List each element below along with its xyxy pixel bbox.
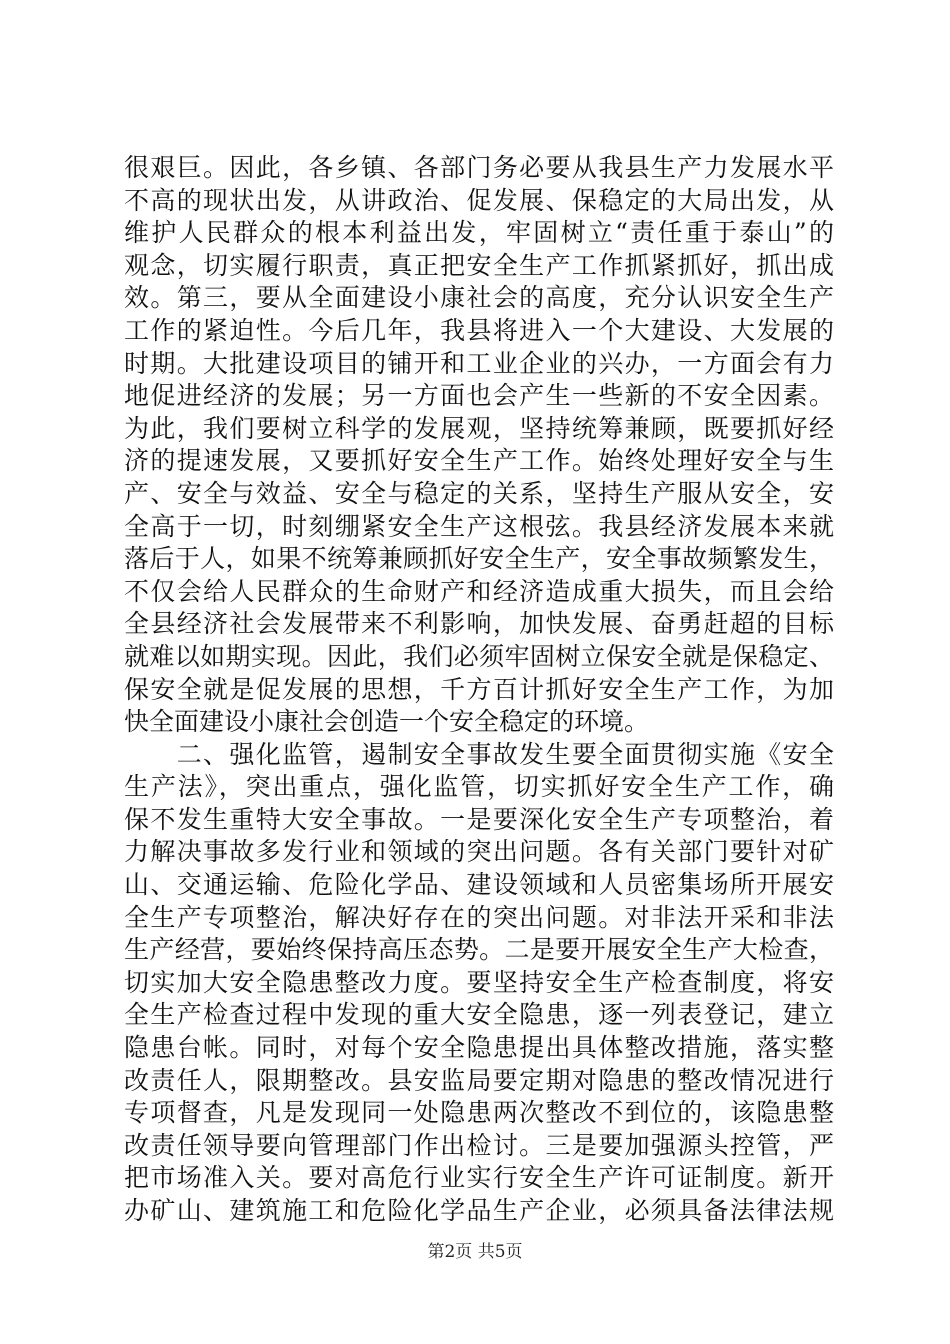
text-line: 生产经营，要始终保持高压态势。二是要开展安全生产大检查， [124, 935, 834, 965]
section-heading-line: 二、强化监管，遏制安全事故发生要全面贯彻实施《安全 [124, 739, 834, 769]
paragraph-end-line: 快全面建设小康社会创造一个安全稳定的环境。 [124, 707, 650, 737]
text-line: 地促进经济的发展；另一方面也会产生一些新的不安全因素。 [124, 381, 834, 411]
text-line: 落后于人，如果不统筹兼顾抓好安全生产，安全事故频繁发生， [124, 544, 834, 574]
text-line: 不仅会给人民群众的生命财产和经济造成重大损失，而且会给 [124, 576, 834, 606]
text-line: 效。第三，要从全面建设小康社会的高度，充分认识安全生产 [124, 283, 834, 313]
text-line: 产、安全与效益、安全与稳定的关系，坚持生产服从安全，安 [124, 478, 834, 508]
text-line: 力解决事故多发行业和领域的突出问题。各有关部门要针对矿 [124, 837, 834, 867]
text-line: 济的提速发展，又要抓好安全生产工作。始终处理好安全与生 [124, 446, 834, 476]
text-line: 全高于一切，时刻绷紧安全生产这根弦。我县经济发展本来就 [124, 511, 834, 541]
text-line: 维护人民群众的根本利益出发，牢固树立“责任重于泰山”的 [124, 218, 834, 248]
text-line: 时期。大批建设项目的铺开和工业企业的兴办，一方面会有力 [124, 348, 834, 378]
text-line: 全生产检查过程中发现的重大安全隐患，逐一列表登记，建立 [124, 1000, 834, 1030]
text-line: 改责任人，限期整改。县安监局要定期对隐患的整改情况进行 [124, 1065, 834, 1095]
text-line: 全生产专项整治，解决好存在的突出问题。对非法开采和非法 [124, 902, 834, 932]
text-line: 改责任领导要向管理部门作出检讨。三是要加强源头控管，严 [124, 1130, 834, 1160]
text-line: 很艰巨。因此，各乡镇、各部门务必要从我县生产力发展水平 [124, 153, 834, 182]
text-line: 生产法》，突出重点，强化监管，切实抓好安全生产工作，确 [124, 772, 834, 802]
text-line: 保不发生重特大安全事故。一是要深化安全生产专项整治，着 [124, 804, 834, 834]
text-line: 把市场准入关。要对高危行业实行安全生产许可证制度。新开 [124, 1163, 834, 1193]
text-line: 为此，我们要树立科学的发展观，坚持统筹兼顾，既要抓好经 [124, 413, 834, 443]
text-line: 工作的紧迫性。今后几年，我县将进入一个大建设、大发展的 [124, 315, 834, 345]
text-line: 保安全就是促发展的思想，千方百计抓好安全生产工作，为加 [124, 674, 834, 704]
text-line: 专项督查，凡是发现同一处隐患两次整改不到位的，该隐患整 [124, 1098, 834, 1128]
text-line: 办矿山、建筑施工和危险化学品生产企业，必须具备法律法规 [124, 1196, 834, 1225]
text-line: 山、交通运输、危险化学品、建设领域和人员密集场所开展安 [124, 870, 834, 900]
text-line: 就难以如期实现。因此，我们必须牢固树立保安全就是保稳定、 [124, 641, 834, 671]
page-number-footer: 第2页 共5页 [427, 1242, 523, 1262]
text-line: 隐患台帐。同时，对每个安全隐患提出具体整改措施，落实整 [124, 1033, 834, 1063]
text-line: 不高的现状出发，从讲政治、促发展、保稳定的大局出发，从 [124, 185, 834, 215]
text-line: 切实加大安全隐患整改力度。要坚持安全生产检查制度，将安 [124, 967, 834, 997]
text-line: 全县经济社会发展带来不利影响，加快发展、奋勇赶超的目标 [124, 609, 834, 639]
text-line: 观念，切实履行职责，真正把安全生产工作抓紧抓好，抓出成 [124, 250, 834, 280]
body-text [124, 152, 834, 1228]
